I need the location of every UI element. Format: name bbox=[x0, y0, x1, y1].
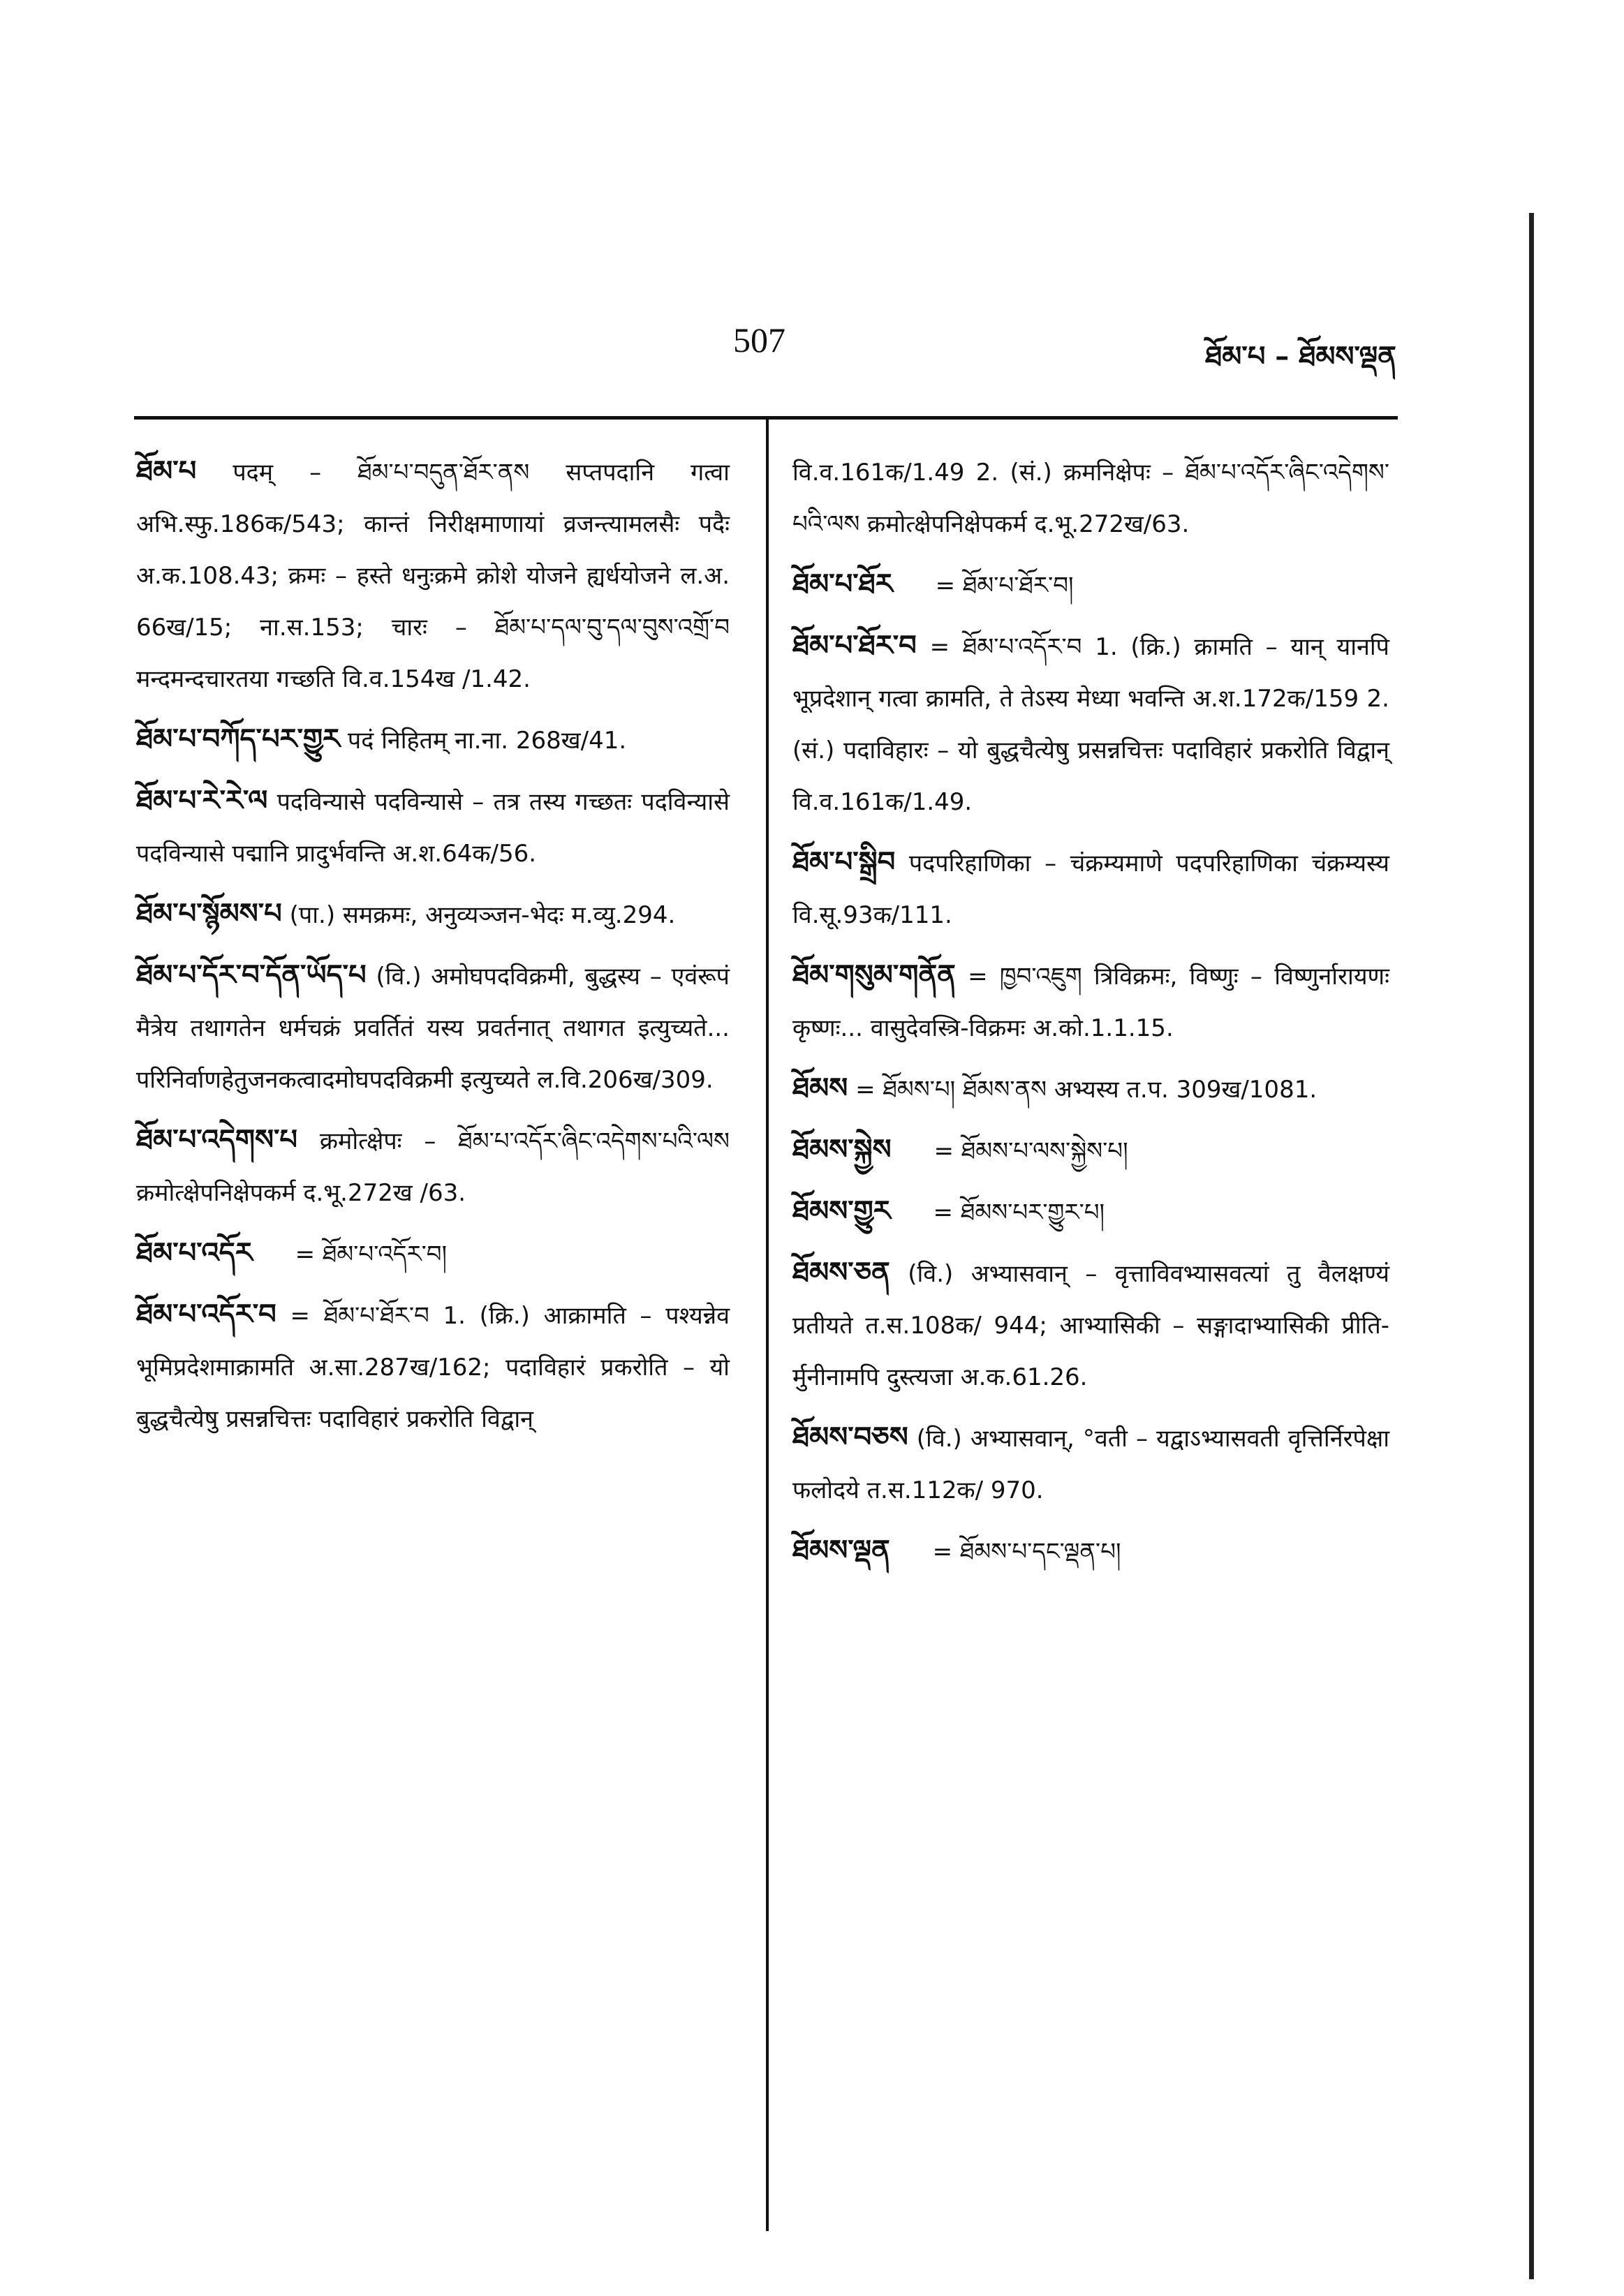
entry bbox=[792, 558, 1389, 612]
entry bbox=[792, 1412, 1389, 1516]
entry-body: पदं निहितम् ना.ना. 268ख/41. bbox=[347, 727, 627, 755]
headword: ཐོམས bbox=[792, 1072, 848, 1104]
entry-body: = ཁྱབ་འཇུག त्रिविक्रमः, विष्णुः – विष्णुर्नारायणः कृष्णः... वासुदेवस्त्रि-विक्रमः अ.को.1.1.15. bbox=[792, 963, 1389, 1042]
entry-body: = ཐོམ་པ་ཐོར་བ 1. (क्रि.) आक्रामति – पश्यन्नेव भूमिप्रदेशमाक्रामति अ.सा.287ख/162; पदाविहारं प्रकरोति – यो बुद्धचैत्येषु प्रसन्नचित्तः पदाविहारं प्रकरोति विद्वान् bbox=[136, 1302, 730, 1433]
entry-body: (वि.) अमोघपदविक्रमी, बुद्धस्य – एवंरूपं मैत्रेय तथागतेन धर्मचक्रं प्रवर्तितं यस्य प्रवर्तनात् तथागत इत्युच्यते... परिनिर्वाणहेतुजनकत्वादमोघपदविक्रमी इत्युच्यते ल.वि.206ख/309. bbox=[136, 963, 730, 1094]
page-number: 507 bbox=[733, 320, 785, 360]
entry-body: = ཐོམས་པ་ལས་སྐྱེས་པ། bbox=[933, 1137, 1128, 1165]
entry-body: क्रमोत्क्षेपः – ཐོམ་པ་འདོར་ཞིང་འདེགས་པའི་ལས क्रमोत्क्षेपनिक्षेपकर्म द.भू.272ख /63. bbox=[136, 1127, 730, 1207]
headword: ཐོམ་པ་དོར་བ་དོན་ཡོད་པ bbox=[136, 959, 367, 991]
entry bbox=[136, 1227, 730, 1280]
entry bbox=[136, 949, 730, 1106]
entry-body: = ཐོམ་པ་འདོར་བ། bbox=[295, 1240, 448, 1268]
entry bbox=[136, 775, 730, 880]
headword: ཐོམས་བཅས bbox=[792, 1421, 908, 1453]
entry-body: वि.व.161क/1.49 2. (सं.) क्रमनिक्षेपः – ཐོམ་པ་འདོར་ཞིང་འདེགས་པའི་ལས क्रमोत्क्षेपनिक्षेपकर्म द.भू.272ख/63. bbox=[792, 459, 1389, 538]
headword: ཐོམ་པ་སྙོམས་པ bbox=[136, 898, 282, 930]
entry-body: पदपरिहाणिका – चंक्रम्यमाणे पदपरिहाणिका चंक्रम्यस्य वि.सू.93क/111. bbox=[792, 850, 1389, 929]
entry bbox=[792, 1525, 1389, 1578]
entry bbox=[792, 1185, 1389, 1238]
headword: ཐོམ་གསུམ་གནོན bbox=[792, 959, 956, 991]
entry-body: = ཐོམས་པ། ཐོམས་ནས अभ्यस्य त.प. 309ख/1081. bbox=[855, 1076, 1317, 1104]
entry bbox=[136, 445, 730, 705]
entry bbox=[792, 620, 1389, 828]
entry-body: = ཐོམ་པ་ཐོར་བ། bbox=[935, 572, 1074, 600]
headword: ཐོམ་པ་འདེགས་པ bbox=[136, 1124, 298, 1156]
entry-body: (वि.) अभ्यासवान्, °वती – यद्वाऽभ्यासवती वृत्तिर्निरपेक्षा फलोदये त.स.112क/ 970. bbox=[792, 1425, 1390, 1504]
entry bbox=[792, 1062, 1389, 1116]
page-edge bbox=[1529, 213, 1534, 2279]
right-column bbox=[792, 445, 1389, 1586]
entry-body: (वि.) अभ्यासवान् – वृत्ताविवभ्यासवत्यां तु वैलक्षण्यं प्रतीयते त.स.108क/ 944; आभ्यासिकी – सङ्गादाभ्यासिकी प्रीति-र्मुनीनामपि दुस्त्यजा अ.क.61.26. bbox=[792, 1260, 1390, 1391]
entry bbox=[792, 1247, 1389, 1403]
entry bbox=[136, 1289, 730, 1445]
entry-body: = ཐོམས་པར་གྱུར་པ། bbox=[933, 1199, 1105, 1227]
headword: ཐོམ་པ་ཐོར་བ bbox=[792, 630, 917, 662]
entry-body: = ཐོམས་པ་དང་ལྡན་པ། bbox=[932, 1538, 1121, 1566]
entry-body: (पा.) समक्रमः, अनुव्यञ्जन-भेदः म.व्यु.294. bbox=[289, 901, 676, 929]
headword: ཐོམ་པ་རེ་རེ་ལ bbox=[136, 785, 268, 817]
headword: ཐོམ་པ་འདོར་བ bbox=[136, 1298, 276, 1331]
running-head: ཐོམ་པ – ཐོམས་ལྡན bbox=[1205, 341, 1396, 373]
headword: ཐོམས་སྐྱེས bbox=[792, 1134, 892, 1166]
entry bbox=[136, 1114, 730, 1219]
column-separator bbox=[766, 416, 769, 2231]
left-column bbox=[136, 445, 730, 1453]
entry bbox=[792, 949, 1389, 1054]
entry bbox=[792, 445, 1389, 550]
entry bbox=[136, 713, 730, 766]
entry-body: पदविन्यासे पदविन्यासे – तत्र तस्य गच्छतः पदविन्यासे पदविन्यासे पद्मानि प्रादुर्भवन्ति अ.श.64क/56. bbox=[136, 788, 730, 868]
entry-body: पदम् – ཐོམ་པ་བདུན་ཐོར་ནས सप्तपदानि गत्वा अभि.स्फु.186क/543; कान्तं निरीक्षमाणायां व्रजन्त्यामलसैः पदैः अ.क.108.43; क्रमः – हस्ते धनुःक्रमे क्रोशे योजने ह्यर्धयोजने ल.अ. 66ख/15; ना.स.153; चारः – ཐོམ་པ་དལ་བུ་དལ་བུས་འགྲོ་བ मन्दमन्दचारतया गच्छति वि.व.154ख /1.42. bbox=[136, 459, 730, 693]
headword: ཐོམས་ཅན bbox=[792, 1257, 890, 1289]
headword: ཐོམ་པ་སྒྲིབ bbox=[792, 846, 896, 878]
headword: ཐོམས་གྱུར bbox=[792, 1195, 891, 1227]
headword: ཐོམ་པ bbox=[136, 455, 197, 487]
headword: ཐོམ་པ་ཐོར bbox=[792, 568, 893, 600]
entry bbox=[792, 836, 1389, 941]
entry-body: = ཐོམ་པ་འདོར་བ 1. (क्रि.) क्रामति – यान् यानपि भूप्रदेशान् गत्वा क्रामति, ते तेऽस्य मेध्या भवन्ति अ.श.172क/159 2. (सं.) पदाविहारः – यो बुद्धचैत्येषु प्रसन्नचित्तः पदाविहारं प्रकरोति विद्वान् वि.व.161क/1.49. bbox=[792, 633, 1389, 816]
entry bbox=[792, 1124, 1389, 1177]
headword: ཐོམས་ལྡན bbox=[792, 1534, 890, 1567]
headword: ཐོམ་པ་བཀོད་པར་གྱུར bbox=[136, 723, 341, 755]
headword: ཐོམ་པ་འདོར bbox=[136, 1237, 253, 1269]
entry bbox=[136, 888, 730, 941]
